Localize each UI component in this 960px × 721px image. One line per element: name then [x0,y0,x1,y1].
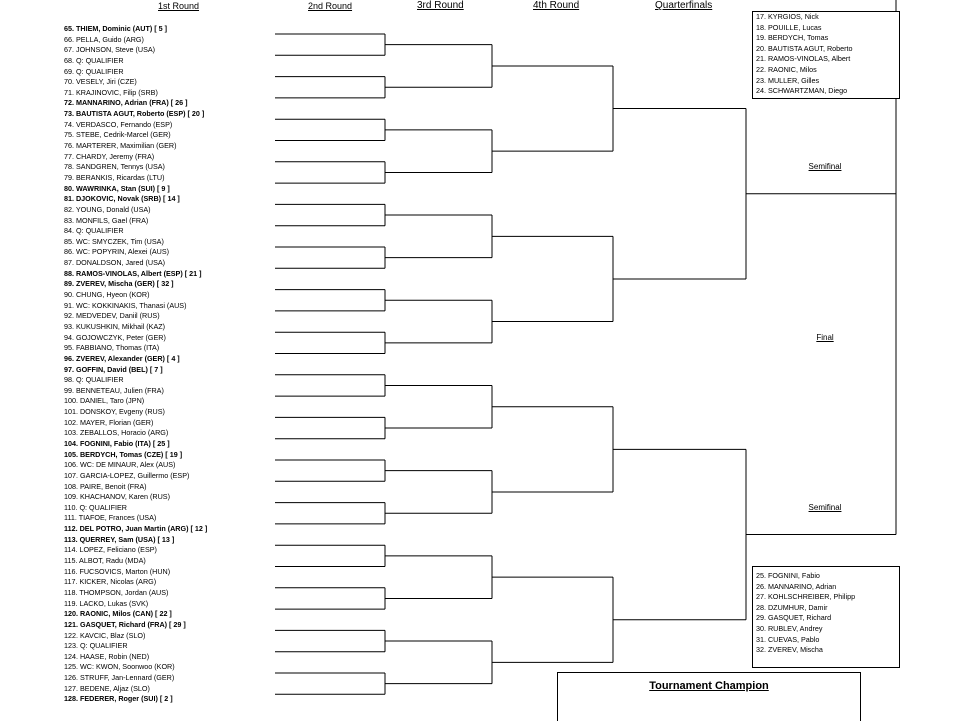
player-entry: 117. KICKER, Nicolas (ARG) [64,577,157,587]
player-entry: 115. ALBOT, Radu (MDA) [64,556,146,566]
player-entry: 103. ZEBALLOS, Horacio (ARG) [64,428,169,438]
seed-box-entry: 32. ZVEREV, Mischa [756,645,823,655]
player-entry: 83. MONFILS, Gael (FRA) [64,215,149,225]
player-entry: 89. ZVEREV, Mischa (GER) [ 32 ] [64,279,174,289]
seed-box-entry: 24. SCHWARTZMAN, Diego [756,86,848,96]
player-entry: 110. Q: QUALIFIER [64,502,127,512]
player-entry: 121. GASQUET, Richard (FRA) [ 29 ] [64,619,186,629]
seed-box-entry: 19. BERDYCH, Tomas [756,33,829,43]
player-entry: 80. WAWRINKA, Stan (SUI) [ 9 ] [64,183,170,193]
player-entry: 78. SANDGREN, Tennys (USA) [64,162,165,172]
header-quarterfinals: Quarterfinals [655,0,713,11]
seed-box-entry: 25. FOGNINI, Fabio [756,571,820,580]
header-2nd-round: 2nd Round [308,1,353,11]
player-entry: 99. BENNETEAU, Julien (FRA) [64,385,164,395]
final-label: Final [816,333,834,342]
player-entry: 75. STEBE, Cedrik-Marcel (GER) [64,130,171,140]
player-entry: 65. THIEM, Dominic (AUT) [ 5 ] [64,24,168,33]
player-entry: 113. QUERREY, Sam (USA) [ 13 ] [64,534,175,544]
player-entry: 85. WC: SMYCZEK, Tim (USA) [64,236,164,246]
header-1st-round: 1st Round [158,1,200,11]
seed-box-entry: 27. KOHLSCHREIBER, Philipp [756,592,856,602]
player-entry: 79. BERANKIS, Ricardas (LTU) [64,172,165,182]
player-entry: 124. HAASE, Robin (NED) [64,651,150,661]
player-entry: 116. FUCSOVICS, Marton (HUN) [64,566,171,576]
player-entry: 102. MAYER, Florian (GER) [64,417,154,427]
player-entry: 69. Q: QUALIFIER [64,66,124,76]
player-entry: 67. JOHNSON, Steve (USA) [64,45,156,55]
player-entry: 87. DONALDSON, Jared (USA) [64,258,166,268]
player-entry: 100. DANIEL, Taro (JPN) [64,396,145,406]
player-entry: 118. THOMPSON, Jordan (AUS) [64,587,169,597]
player-entry: 95. FABBIANO, Thomas (ITA) [64,343,160,353]
header-4th-round: 4th Round [533,0,580,11]
player-entry: 122. KAVCIC, Blaz (SLO) [64,630,146,640]
player-entry: 125. WC: KWON, Soonwoo (KOR) [64,662,175,672]
player-entry: 114. LOPEZ, Feliciano (ESP) [64,545,157,555]
player-entry: 94. GOJOWCZYK, Peter (GER) [64,332,166,342]
player-entry: 120. RAONIC, Milos (CAN) [ 22 ] [64,609,172,619]
player-entry: 81. DJOKOVIC, Novak (SRB) [ 14 ] [64,194,180,204]
seed-box-entry: 18. POUILLE, Lucas [756,22,822,32]
seed-box-entry: 29. GASQUET, Richard [756,613,832,623]
player-entry: 96. ZVEREV, Alexander (GER) [ 4 ] [64,353,180,363]
seed-box-entry: 30. RUBLEV, Andrey [756,623,823,633]
player-entry: 90. CHUNG, Hyeon (KOR) [64,290,150,300]
seed-box-entry: 28. DZUMHUR, Damir [756,602,828,612]
player-entry: 77. CHARDY, Jeremy (FRA) [64,151,155,161]
player-entry: 104. FOGNINI, Fabio (ITA) [ 25 ] [64,438,170,448]
player-entry: 123. Q: QUALIFIER [64,641,128,651]
player-entry: 101. DONSKOY, Evgeny (RUS) [64,407,165,417]
player-entry: 109. KHACHANOV, Karen (RUS) [64,492,170,502]
seed-box-entry: 22. RAONIC, Milos [756,64,817,74]
player-entry: 84. Q: QUALIFIER [64,226,124,236]
player-entry: 119. LACKO, Lukas (SVK) [64,598,149,608]
player-entry: 127. BEDENE, Aljaz (SLO) [64,683,150,693]
tournament-champion-title: Tournament Champion [649,680,769,692]
player-entry: 97. GOFFIN, David (BEL) [ 7 ] [64,364,163,374]
player-entry: 107. GARCIA-LOPEZ, Guillermo (ESP) [64,470,190,480]
seed-box-top [752,11,900,99]
player-entry: 98. Q: QUALIFIER [64,375,124,385]
header-3rd-round: 3rd Round [417,0,464,11]
player-entry: 88. RAMOS-VINOLAS, Albert (ESP) [ 21 ] [64,268,202,278]
player-entry: 82. YOUNG, Donald (USA) [64,204,151,214]
player-entry: 76. MARTERER, Maximilian (GER) [64,141,177,151]
semifinal-label-top: Semifinal [808,162,842,171]
player-entry: 108. PAIRE, Benoit (FRA) [64,481,147,491]
seed-box-entry: 17. KYRGIOS, Nick [756,12,819,21]
player-entry: 70. VESELY, Jiri (CZE) [64,77,137,87]
player-entry: 86. WC: POPYRIN, Alexei (AUS) [64,247,170,257]
player-entry: 92. MEDVEDEV, Daniil (RUS) [64,311,160,321]
player-entry: 111. TIAFOE, Frances (USA) [64,513,157,523]
semifinal-label-bottom: Semifinal [808,503,842,512]
seed-box-entry: 23. MULLER, Gilles [756,75,820,85]
player-entry: 105. BERDYCH, Tomas (CZE) [ 19 ] [64,449,183,459]
seed-box-entry: 26. MANNARINO, Adrian [756,581,837,591]
player-entry: 72. MANNARINO, Adrian (FRA) [ 26 ] [64,98,188,108]
player-entry: 106. WC: DE MINAUR, Alex (AUS) [64,460,176,470]
seed-box-entry: 21. RAMOS-VINOLAS, Albert [756,54,851,64]
player-entry: 128. FEDERER, Roger (SUI) [ 2 ] [64,694,173,704]
player-entry: 126. STRUFF, Jan-Lennard (GER) [64,673,175,683]
player-entry: 91. WC: KOKKINAKIS, Thanasi (AUS) [64,300,187,310]
tournament-champion-box [557,672,861,721]
player-entry: 71. KRAJINOVIC, Filip (SRB) [64,87,158,97]
player-entry: 73. BAUTISTA AGUT, Roberto (ESP) [ 20 ] [64,109,205,119]
player-entry: 66. PELLA, Guido (ARG) [64,34,144,44]
player-entry: 112. DEL POTRO, Juan Martin (ARG) [ 12 ] [64,524,208,534]
seed-box-entry: 31. CUEVAS, Pablo [756,634,820,644]
seed-box-bottom [752,566,900,668]
player-entry: 93. KUKUSHKIN, Mikhail (KAZ) [64,321,166,331]
player-entry: 74. VERDASCO, Fernando (ESP) [64,119,173,129]
seed-box-entry: 20. BAUTISTA AGUT, Roberto [756,43,853,53]
player-entry: 68. Q: QUALIFIER [64,55,124,65]
